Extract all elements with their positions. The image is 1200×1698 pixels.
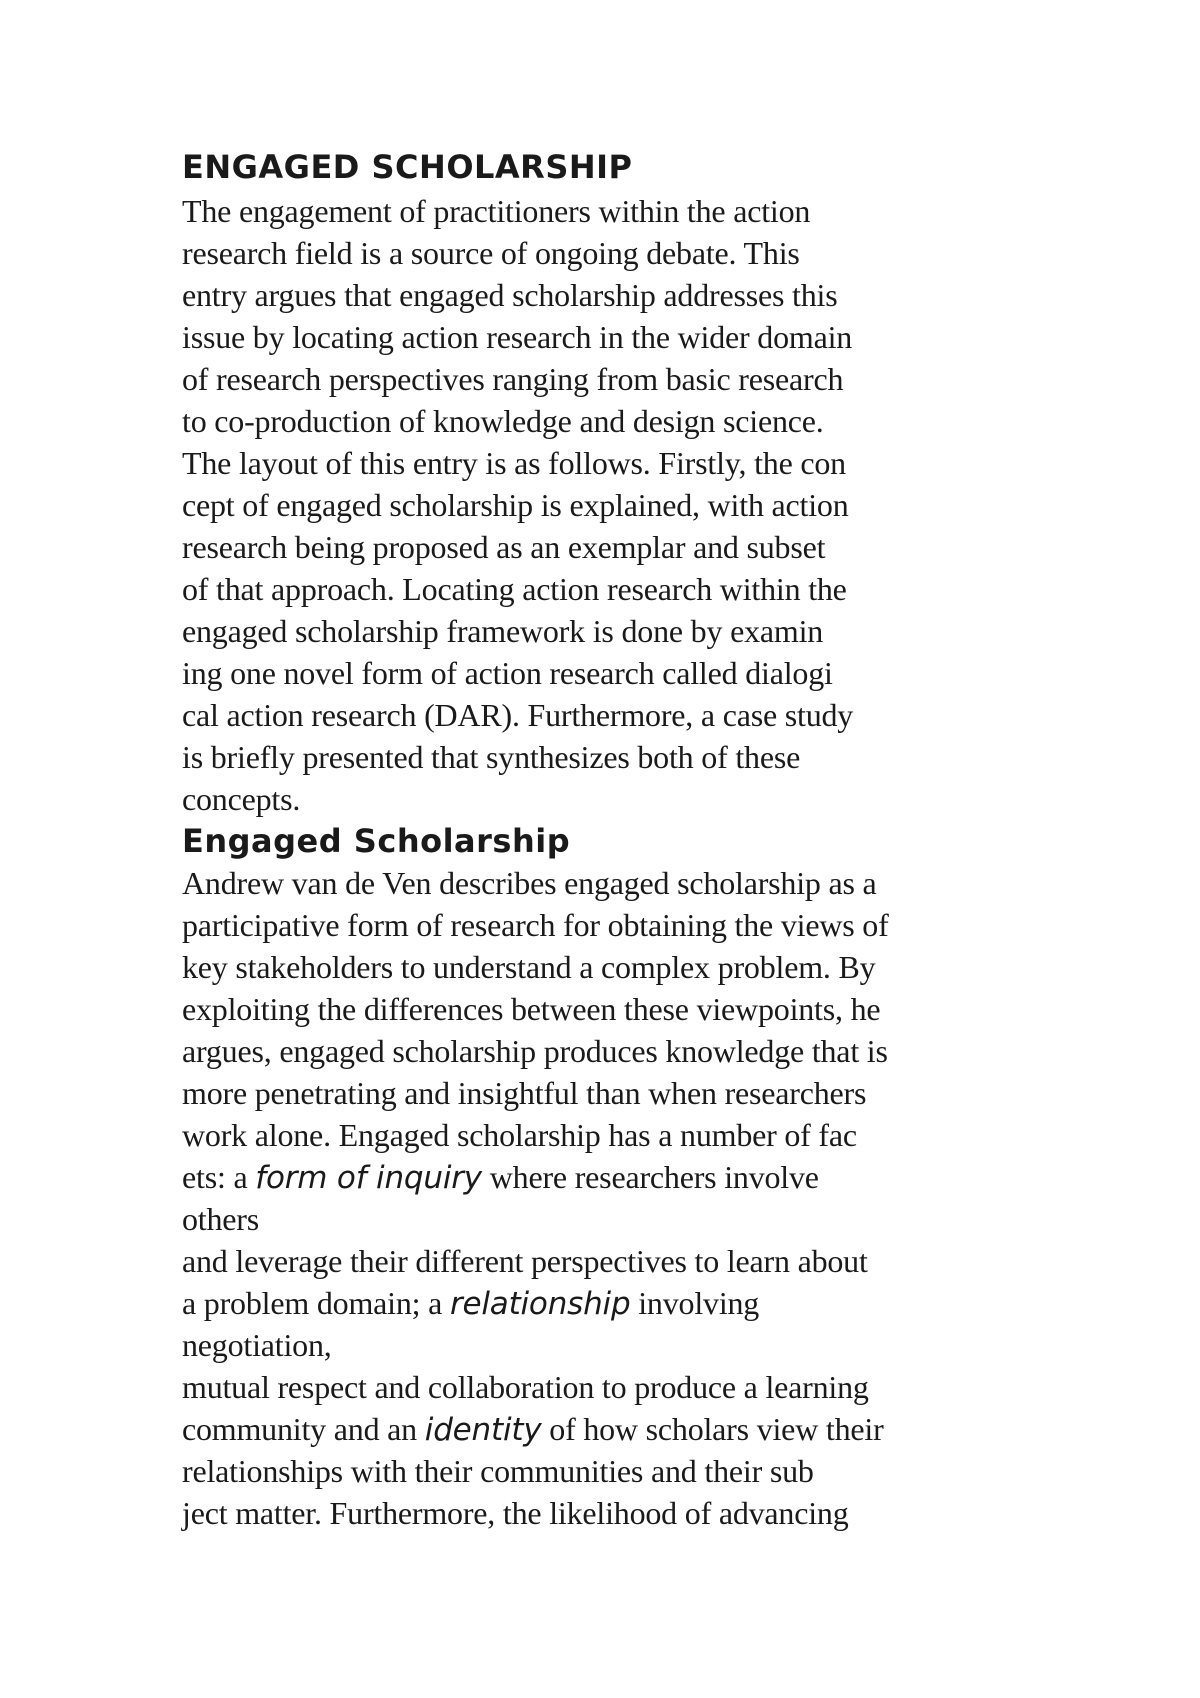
paragraph-line: ject matter. Furthermore, the likelihood of advancing <box>182 1495 849 1531</box>
paragraph-line: argues, engaged scholarship produces knowledge that is <box>182 1033 888 1069</box>
paragraph-line: ing one novel form of action research called dialogi <box>182 655 833 691</box>
paragraph-line: engaged scholarship framework is done by examin <box>182 613 824 649</box>
subsection-heading-engaged-scholarship: Engaged Scholarship <box>182 822 571 860</box>
emphasis-form-of-inquiry: form of inquiry <box>255 1160 482 1196</box>
paragraph-line <box>182 1156 1082 1198</box>
paragraph-line: of that approach. Locating action research within the <box>182 571 847 607</box>
paragraph-line: mutual respect and collaboration to produce a learning <box>182 1369 869 1405</box>
emphasis-relationship: relationship <box>449 1286 631 1322</box>
paragraph-line: and leverage their different perspectives to learn about <box>182 1243 868 1279</box>
paragraph-line <box>182 1408 1082 1450</box>
paragraph-line: The layout of this entry is as follows. Firstly, the con <box>182 445 846 481</box>
line-text: where researchers involve <box>481 1159 819 1195</box>
paragraph-line: cept of engaged scholarship is explained, with action <box>182 487 849 523</box>
paragraph-line: exploiting the differences between these viewpoints, he <box>182 991 881 1027</box>
paragraph-line: more penetrating and insightful than when researchers <box>182 1075 867 1111</box>
line-text: a problem domain; a <box>182 1285 450 1321</box>
paragraph-line: key stakeholders to understand a complex problem. By <box>182 949 876 985</box>
paragraph-line: work alone. Engaged scholarship has a number of fac <box>182 1117 857 1153</box>
paragraph-line: others <box>182 1201 260 1237</box>
line-text: involving <box>630 1285 760 1321</box>
paragraph-line: is briefly presented that synthesizes both of these <box>182 739 801 775</box>
intro-paragraph <box>182 190 1082 820</box>
paragraph-line: of research perspectives ranging from basic research <box>182 361 844 397</box>
document-page <box>182 146 1082 1534</box>
line-text: of how scholars view their <box>541 1411 884 1447</box>
paragraph-line: concepts. <box>182 781 301 817</box>
line-text: community and an <box>182 1411 425 1447</box>
paragraph-line: issue by locating action research in the wider domain <box>182 319 853 355</box>
paragraph-line: negotiation, <box>182 1327 332 1363</box>
line-text: ets: a <box>182 1159 256 1195</box>
section-heading-engaged-scholarship: ENGAGED SCHOLARSHIP <box>182 148 633 186</box>
paragraph-line: Andrew van de Ven describes engaged scholarship as a <box>182 865 877 901</box>
paragraph-line: research field is a source of ongoing debate. This <box>182 235 800 271</box>
emphasis-identity: identity <box>424 1412 542 1448</box>
paragraph-line: relationships with their communities and their sub <box>182 1453 814 1489</box>
paragraph-line: The engagement of practitioners within the action <box>182 193 811 229</box>
paragraph-line: research being proposed as an exemplar and subset <box>182 529 826 565</box>
paragraph-line <box>182 1282 1082 1324</box>
paragraph-line: to co-production of knowledge and design science. <box>182 403 824 439</box>
paragraph-line: entry argues that engaged scholarship addresses this <box>182 277 838 313</box>
paragraph-line: participative form of research for obtaining the views of <box>182 907 889 943</box>
body-paragraph <box>182 862 1082 1534</box>
paragraph-line: cal action research (DAR). Furthermore, a case study <box>182 697 854 733</box>
